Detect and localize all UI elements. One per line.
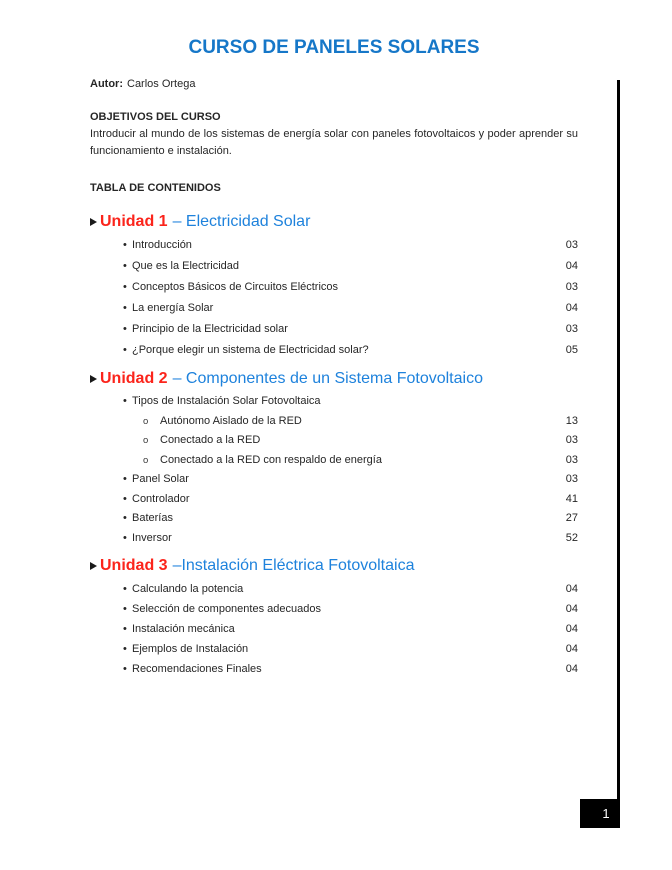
toc-item-label: Panel Solar (132, 473, 189, 485)
toc-heading: TABLA DE CONTENIDOS (90, 182, 221, 194)
toc-item (90, 529, 578, 549)
circle-bullet-icon: o (143, 415, 149, 427)
toc-item-label: Conectado a la RED (160, 434, 261, 446)
objectives-heading: OBJETIVOS DEL CURSO (90, 111, 221, 123)
unit-subtitle: – Componentes de un Sistema Fotovoltaico (172, 370, 483, 387)
triangle-right-icon (90, 375, 97, 383)
triangle-right-icon (90, 562, 97, 570)
unit-name: Unidad 2 (100, 370, 168, 387)
toc-item-label: Ejemplos de Instalación (132, 643, 249, 655)
toc-rows (90, 235, 578, 361)
toc-item-page: 03 (565, 281, 578, 293)
document-title: CURSO DE PANELES SOLARES (188, 37, 480, 58)
toc-item (90, 659, 578, 679)
bullet-icon: • (123, 603, 127, 615)
toc-subitem (90, 431, 578, 451)
author-label: Autor: (90, 78, 123, 90)
toc-item-label: La energía Solar (132, 302, 214, 314)
toc-item-label: Principio de la Electricidad solar (132, 323, 288, 335)
toc-item (90, 579, 578, 599)
toc-item (90, 490, 578, 510)
toc-item-label: Instalación mecánica (132, 623, 235, 635)
unit-name: Unidad 3 (100, 557, 168, 574)
toc-item-page: 52 (565, 531, 578, 544)
bullet-icon: • (123, 512, 127, 524)
unit-heading (90, 555, 578, 577)
toc-item-label: Selección de componentes adecuados (132, 603, 321, 615)
unit-subtitle: –Instalación Eléctrica Fotovoltaica (172, 557, 415, 574)
toc-item-page: 04 (565, 663, 578, 675)
objectives-text: Introducir al mundo de los sistemas de energía solar con paneles fotovoltaicos y poder aprender su funcionamiento e instalación. (90, 128, 578, 157)
toc-item-page: 04 (565, 260, 578, 272)
toc-item (90, 392, 578, 412)
toc-subitem (90, 451, 578, 471)
toc-item-page: 03 (565, 239, 578, 251)
unit-section-3 (90, 555, 578, 679)
toc-item-page: 27 (565, 512, 578, 524)
toc-item-page: 41 (565, 492, 578, 505)
toc-item-page: 03 (565, 473, 578, 485)
bullet-icon: • (123, 623, 127, 635)
bullet-icon: • (123, 281, 127, 293)
bullet-icon: • (123, 583, 127, 595)
toc-item-page: 05 (565, 344, 578, 356)
toc-item-page: 03 (565, 453, 578, 466)
toc-rows (90, 392, 578, 548)
bullet-icon: • (123, 260, 127, 272)
page-number-badge (580, 799, 620, 828)
toc-item-label: Que es la Electricidad (132, 260, 239, 272)
bullet-icon: • (123, 302, 127, 314)
triangle-right-icon (90, 218, 97, 226)
toc-item-label: Conceptos Básicos de Circuitos Eléctricos (132, 281, 339, 293)
toc-item-page: 03 (565, 323, 578, 335)
author-line (90, 78, 578, 91)
unit-heading (90, 368, 578, 390)
toc-item (90, 639, 578, 659)
bullet-icon: • (123, 473, 127, 485)
toc-item (90, 599, 578, 619)
toc-item-page: 04 (565, 302, 578, 314)
page-content (90, 0, 578, 679)
bullet-icon: • (123, 239, 127, 251)
bullet-icon: • (123, 663, 127, 675)
author-name: Carlos Ortega (127, 78, 196, 90)
toc-item (90, 256, 578, 277)
page-number: 1 (602, 806, 610, 821)
circle-bullet-icon: o (143, 435, 149, 446)
bullet-icon: • (123, 395, 127, 407)
toc-item-label: Controlador (132, 492, 190, 505)
circle-bullet-icon: o (143, 454, 149, 466)
unit-subtitle: – Electricidad Solar (172, 213, 311, 230)
toc-item (90, 340, 578, 361)
toc-item-label: Baterías (132, 512, 173, 524)
bullet-icon: • (123, 323, 127, 335)
toc-item-page: 04 (565, 583, 578, 595)
bullet-icon: • (123, 643, 127, 655)
toc-item-label: Tipos de Instalación Solar Fotovoltaica (132, 395, 321, 407)
toc-subitem (90, 412, 578, 432)
toc-item-page: 04 (565, 643, 578, 655)
toc-item (90, 298, 578, 319)
page-border-line (617, 80, 620, 828)
toc-item (90, 235, 578, 256)
toc-item (90, 319, 578, 340)
toc-item-label: ¿Porque elegir un sistema de Electricidad solar? (132, 344, 369, 356)
toc-item (90, 619, 578, 639)
bullet-icon: • (123, 344, 127, 356)
unit-section-2 (90, 368, 578, 548)
toc-item-label: Inversor (132, 531, 172, 544)
bullet-icon: • (123, 492, 127, 505)
toc-item-page: 04 (565, 603, 578, 615)
toc-item-label: Autónomo Aislado de la RED (160, 414, 302, 427)
bullet-icon: • (123, 531, 127, 544)
toc-rows (90, 579, 578, 679)
toc-item-page: 13 (565, 414, 578, 427)
toc-item (90, 509, 578, 529)
toc-item-page: 04 (565, 623, 578, 635)
unit-section-1 (90, 211, 578, 361)
toc-item-page: 03 (565, 434, 578, 446)
toc-item-label: Recomendaciones Finales (132, 663, 262, 675)
unit-name: Unidad 1 (100, 213, 168, 230)
toc-item (90, 470, 578, 490)
toc-item-label: Calculando la potencia (132, 583, 244, 595)
toc-item-label: Introducción (132, 239, 192, 251)
unit-heading (90, 211, 578, 233)
toc-item (90, 277, 578, 298)
toc-item-label: Conectado a la RED con respaldo de energía (160, 453, 382, 466)
